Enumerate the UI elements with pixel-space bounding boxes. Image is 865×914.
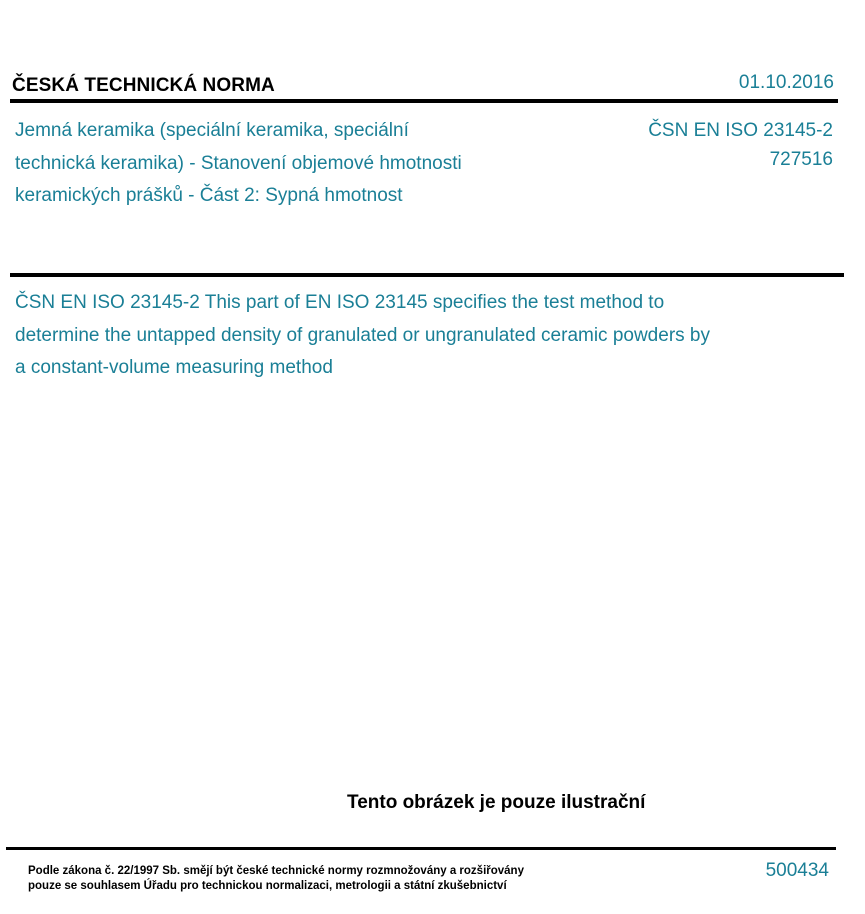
standard-number: ČSN EN ISO 23145-2 xyxy=(648,120,833,141)
classification-code: 727516 xyxy=(769,149,833,170)
standard-title: Jemná keramika (speciální keramika, speciální technická keramika) - Stanovení objemové hmotnosti keramických prášků - Část 2: Sypná hmotnost xyxy=(15,120,462,206)
legal-notice-line-1: Podle zákona č. 22/1997 Sb. smějí být české technické normy rozmnožovány a rozšiřovány xyxy=(28,865,524,877)
legal-notice-line-2: pouze se souhlasem Úřadu pro technickou normalizaci, metrologii a státní zkušebnictví xyxy=(28,880,507,892)
publication-date: 01.10.2016 xyxy=(738,72,834,93)
footer-divider xyxy=(6,847,836,850)
legal-notice xyxy=(28,864,588,894)
standard-abstract: ČSN EN ISO 23145-2 This part of EN ISO 23145 specifies the test method to determine the untapped density of granulated or ungranulated ceramic powders by a constant-volume measuring method xyxy=(15,292,710,378)
illustration-note: Tento obrázek je pouze ilustrační xyxy=(347,792,646,813)
document-id: 500434 xyxy=(765,860,829,881)
document-type-title: ČESKÁ TECHNICKÁ NORMA xyxy=(12,75,275,96)
section-divider xyxy=(10,273,844,277)
header-divider xyxy=(10,99,838,103)
